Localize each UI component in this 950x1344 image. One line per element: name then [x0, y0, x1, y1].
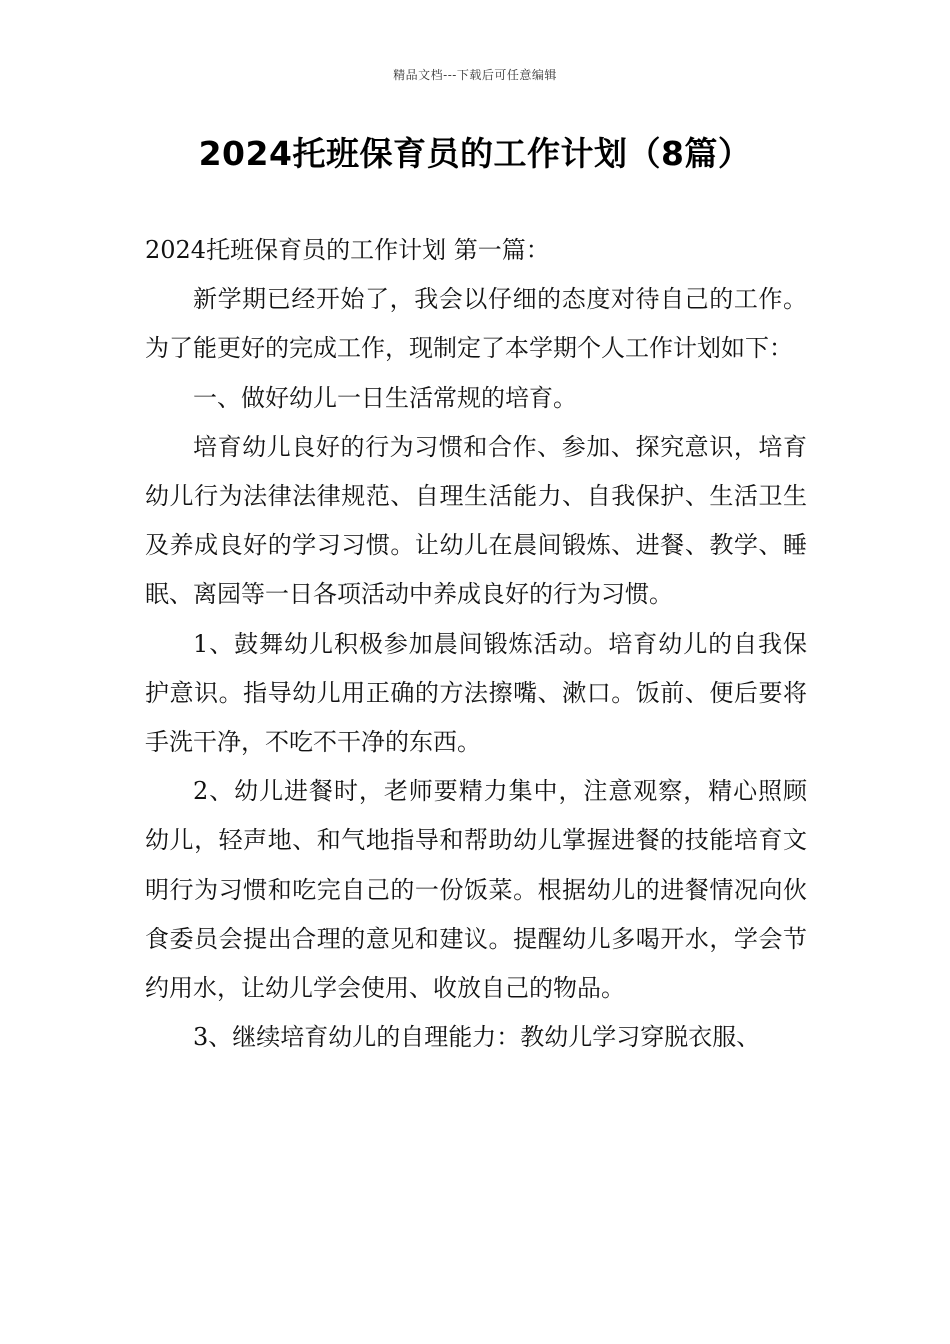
section-heading: 2024托班保育员的工作计划 第一篇： — [145, 236, 550, 264]
header-note: 精品文档---下载后可任意编辑 — [393, 68, 557, 82]
page-title: 2024托班保育员的工作计划（8篇） — [198, 134, 752, 173]
paragraph-intro: 新学期已经开始了，我会以仔细的态度对待自己的工作。为了能更好的完成工作，现制定了本学期个人工作计划如下： — [145, 285, 807, 363]
paragraph-item-1: 1、鼓舞幼儿积极参加晨间锻炼活动。培育幼儿的自我保护意识。指导幼儿用正确的方法擦嘴、漱口。饭前、便后要将手洗干净，不吃不干净的东西。 — [145, 629, 807, 757]
paragraph-heading-1: 一、做好幼儿一日生活常规的培育。 — [193, 383, 577, 412]
paragraph-item-2: 2、幼儿进餐时，老师要精力集中，注意观察，精心照顾幼儿，轻声地、和气地指导和帮助幼儿掌握进餐的技能培育文明行为习惯和吃完自己的一份饭菜。根据幼儿的进餐情况向伙食委员会提出合理的意见和建议。提醒幼儿多喝开水，学会节约用水，让幼儿学会使用、收放自己的物品。 — [145, 777, 807, 1003]
paragraph-habits: 培育幼儿良好的行为习惯和合作、参加、探究意识，培育幼儿行为法律法律规范、自理生活能力、自我保护、生活卫生及养成良好的学习习惯。让幼儿在晨间锻炼、进餐、教学、睡眠、离园等一日各项活动中养成良好的行为习惯。 — [145, 432, 807, 609]
document-body — [145, 226, 807, 1062]
paragraph-item-3: 3、继续培育幼儿的自理能力：教幼儿学习穿脱衣服、 — [193, 1023, 761, 1052]
